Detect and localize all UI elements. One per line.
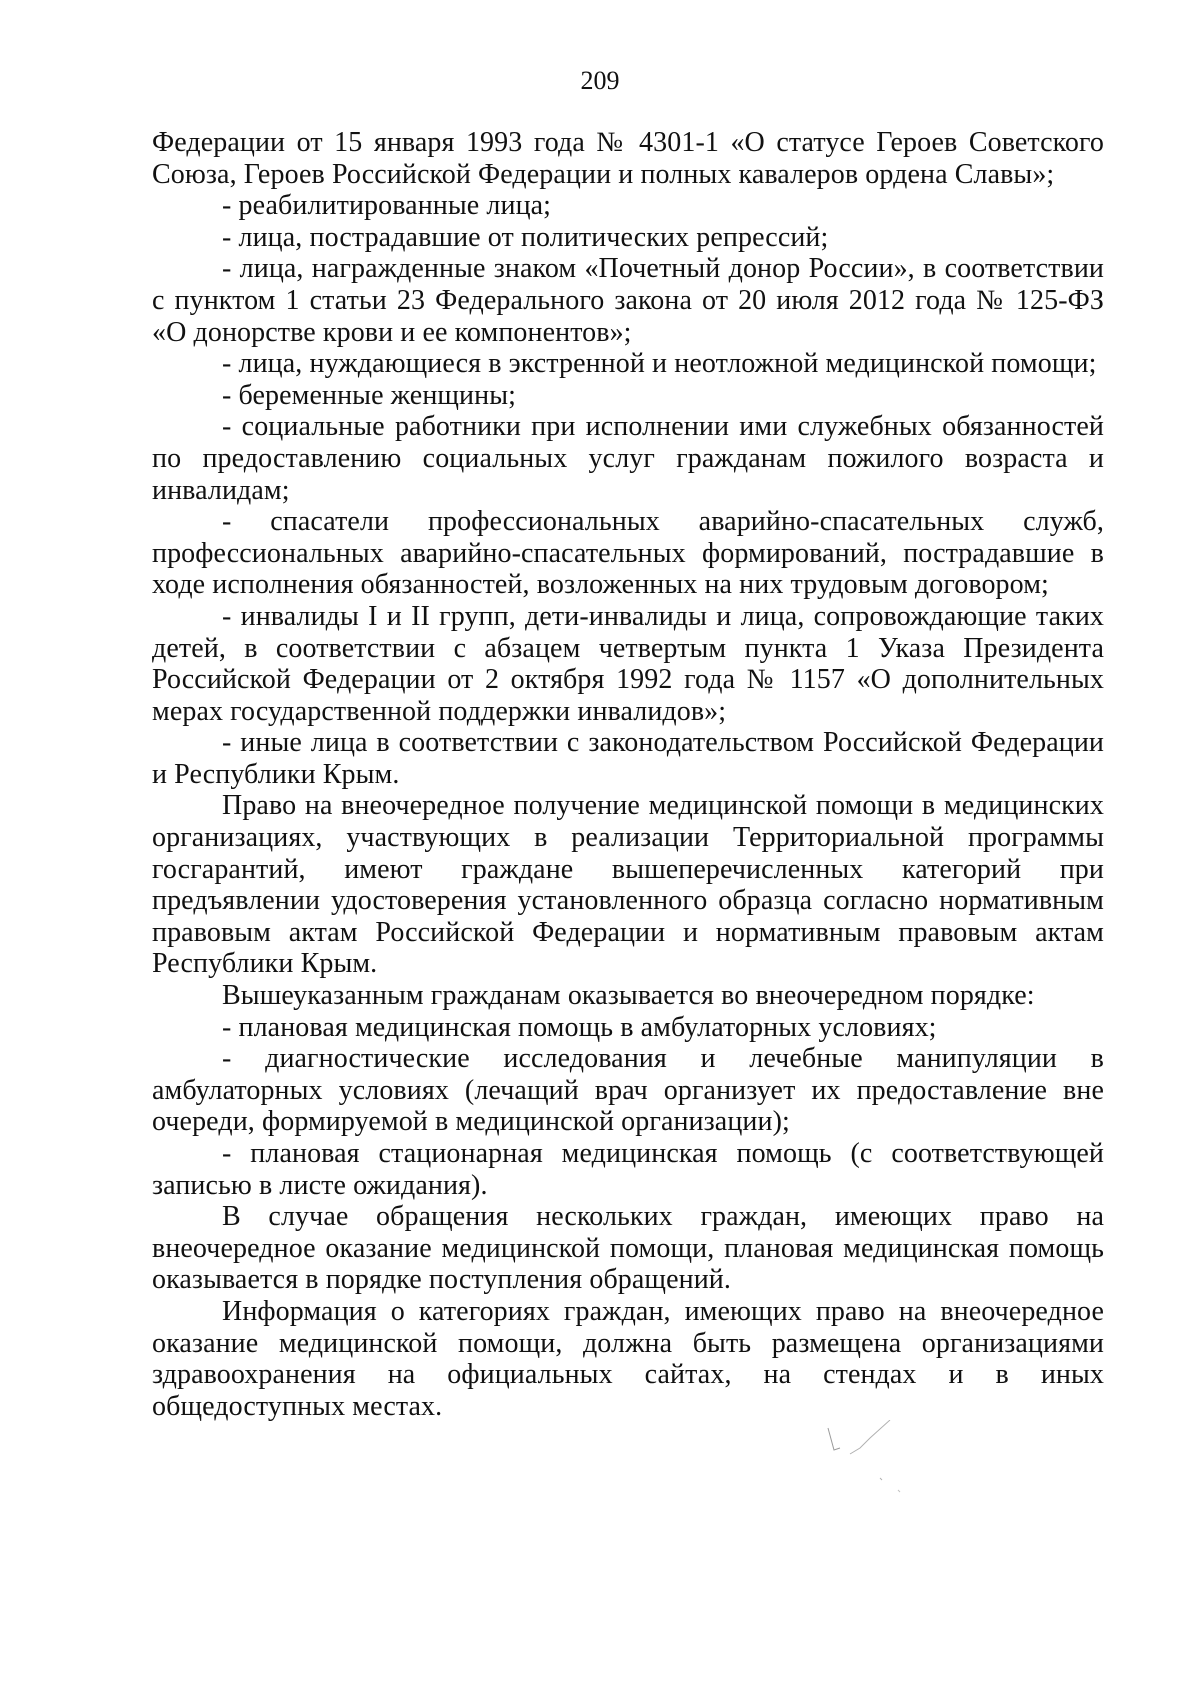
paragraph-15: - плановая стационарная медицинская помощь (с соответствующей записью в листе ожидания). xyxy=(152,1138,1104,1201)
paragraph-16: В случае обращения нескольких граждан, имеющих право на внеочередное оказание медицинской помощи, плановая медицинская помощь оказывается в порядке поступления обращений. xyxy=(152,1201,1104,1296)
paragraph-6: - беременные женщины; xyxy=(222,379,517,411)
paragraph-1: Федерации от 15 января 1993 года № 4301-1 «О статусе Героев Советского Союза, Героев Российской Федерации и полных кавалеров ордена Славы»; xyxy=(152,127,1104,190)
paragraph-12: Вышеуказанным гражданам оказывается во внеочередном порядке: xyxy=(222,980,1035,1012)
paragraph-14: - диагностические исследования и лечебные манипуляции в амбулаторных условиях (лечащий врач организует их предоставление вне очереди, формируемой в медицинской организации); xyxy=(152,1043,1104,1138)
paragraph-13: - плановая медицинская помощь в амбулаторных условиях; xyxy=(222,1011,937,1043)
paragraph-3: - лица, пострадавшие от политических репрессий; xyxy=(222,221,829,253)
paragraph-8: - спасатели профессиональных аварийно-спасательных служб, профессиональных аварийно-спасательных формирований, пострадавшие в ходе исполнения обязанностей, возложенных на них трудовым договором; xyxy=(152,506,1104,601)
paragraph-2: - реабилитированные лица; xyxy=(222,190,552,222)
paragraph-5: - лица, нуждающиеся в экстренной и неотложной медицинской помощи; xyxy=(222,348,1097,380)
page-number: 209 xyxy=(580,66,620,95)
pen-marks xyxy=(820,1420,930,1500)
paragraph-9: - инвалиды I и II групп, дети-инвалиды и лица, сопровождающие таких детей, в соответствии с абзацем четвертым пункта 1 Указа Президента Российской Федерации от 2 октября 1992 года № 1157 «О дополнительных мерах государственной поддержки инвалидов»; xyxy=(152,600,1104,727)
paragraph-7: - социальные работники при исполнении ими служебных обязанностей по предоставлению социальных услуг гражданам пожилого возраста и инвалидам; xyxy=(152,411,1104,506)
paragraph-4: - лица, награжденные знаком «Почетный донор России», в соответствии с пунктом 1 статьи 23 Федерального закона от 20 июля 2012 года № 125-ФЗ «О донорстве крови и ее компонентов»; xyxy=(152,253,1104,348)
document-body xyxy=(152,127,1104,1422)
paragraph-11: Право на внеочередное получение медицинской помощи в медицинских организациях, участвующих в реализации Территориальной программы госгарантий, имеют граждане вышеперечисленных категорий при предъявлении удостоверения установленного образца согласно нормативным правовым актам Российской Федерации и нормативным правовым актам Республики Крым. xyxy=(152,790,1104,980)
paragraph-10: - иные лица в соответствии с законодательством Российской Федерации и Республики Крым. xyxy=(152,727,1104,790)
paragraph-17: Информация о категориях граждан, имеющих право на внеочередное оказание медицинской помощи, должна быть размещена организациями здравоохранения на официальных сайтах, на стендах и в иных общедоступных местах. xyxy=(152,1295,1104,1422)
